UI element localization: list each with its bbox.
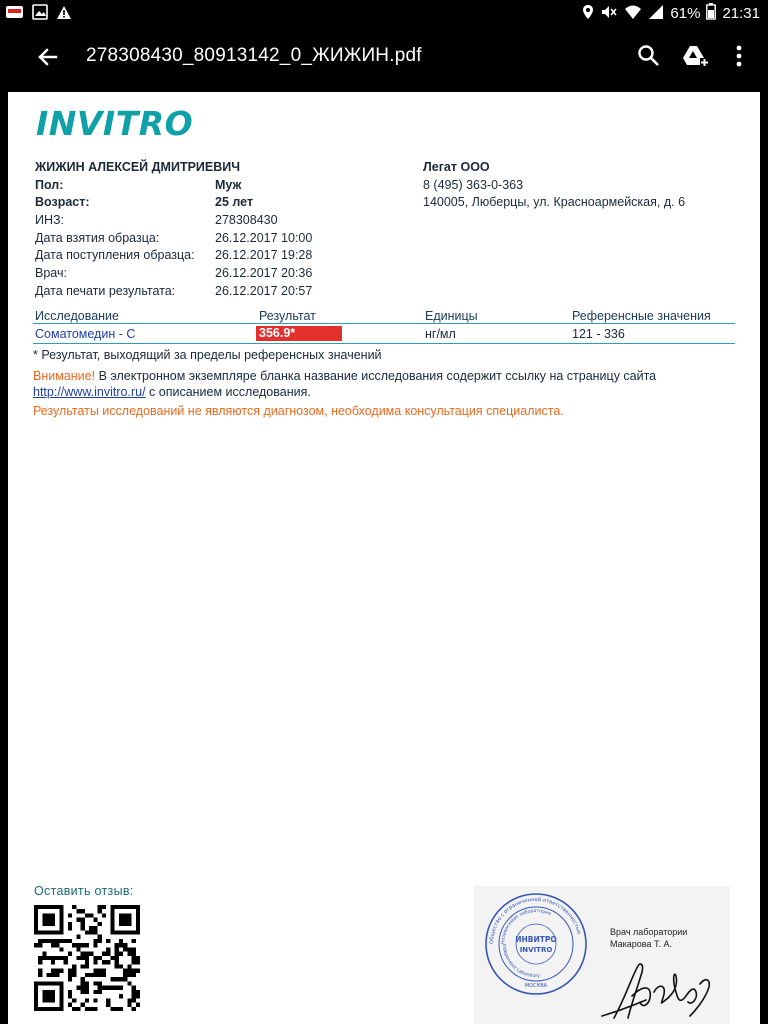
lab-seal xyxy=(484,892,588,996)
column-header-test: Исследование xyxy=(35,309,119,323)
field-label: Дата поступления образца: xyxy=(35,248,195,263)
invitro-site-link[interactable]: http://www.invitro.ru/ xyxy=(33,384,146,399)
attention-text: В электронном экземпляре бланка название исследования содержит ссылку на страницу сайта xyxy=(95,369,657,383)
seal-center-latin: INVITRO xyxy=(519,946,553,954)
seal-bottom-text: Independent Laboratory xyxy=(500,943,541,980)
field-value: 26.12.2017 20:57 xyxy=(215,283,313,298)
result-units: нг/мл xyxy=(425,327,456,341)
field-value: 25 лет xyxy=(215,195,254,210)
pdf-page[interactable] xyxy=(8,92,760,1024)
field-label: Дата взятия образца: xyxy=(35,230,160,245)
invitro-logo: INVITRO xyxy=(36,104,194,143)
column-header-result: Результат xyxy=(259,309,316,323)
seal-city: МОСКВА xyxy=(524,983,548,989)
drive-add-icon[interactable] xyxy=(682,43,708,69)
signal-icon xyxy=(648,4,664,24)
attention-word: Внимание! xyxy=(33,369,96,383)
patient-name: ЖИЖИН АЛЕКСЕЙ ДМИТРИЕВИЧ xyxy=(35,160,241,174)
battery-percent: 61% xyxy=(670,5,701,22)
result-value-flagged: 356.9* xyxy=(256,326,342,341)
document-title: 278308430_80913142_0_ЖИЖИН.pdf xyxy=(86,45,422,66)
seal-inner-text: Независимая лаборатория xyxy=(500,908,552,945)
field-label: Дата печати результата: xyxy=(35,283,176,298)
disclaimer: Результаты исследований не являются диагнозом, необходима консультация специалиста. xyxy=(33,404,564,418)
column-header-reference: Референсные значения xyxy=(572,309,711,323)
patient-values xyxy=(215,177,312,301)
search-icon[interactable] xyxy=(636,43,662,69)
back-arrow-icon[interactable] xyxy=(34,43,62,71)
doctor-name: Макарова Т. А. xyxy=(610,939,672,949)
doctor-signature xyxy=(592,946,726,1024)
field-label: Возраст: xyxy=(35,195,90,210)
field-value: 278308430 xyxy=(215,213,278,228)
doctor-title: Врач лаборатории xyxy=(610,927,688,937)
wifi-icon xyxy=(624,4,642,24)
clock: 21:31 xyxy=(722,5,760,22)
review-label: Оставить отзыв: xyxy=(34,884,134,898)
attention-tail: с описанием исследования. xyxy=(145,384,311,399)
test-name-link[interactable]: Соматомедин - С xyxy=(35,327,136,341)
warning-icon xyxy=(56,5,72,25)
stamp-signature-area xyxy=(474,886,730,1024)
attention-note xyxy=(33,369,733,400)
more-vert-icon[interactable] xyxy=(726,43,752,69)
table-divider xyxy=(33,343,735,344)
reference-range: 121 - 336 xyxy=(572,327,625,341)
field-value: 26.12.2017 19:28 xyxy=(215,248,313,263)
image-notification-icon xyxy=(32,4,48,25)
seal-center-text: ИНВИТРО xyxy=(515,935,557,944)
app-notification-icon xyxy=(6,5,24,24)
status-bar xyxy=(0,0,768,26)
seal-ring-text: Общество с ограниченной ответственностью xyxy=(488,896,582,945)
patient-block xyxy=(35,159,240,301)
column-header-units: Единицы xyxy=(425,309,478,323)
field-value: 26.12.2017 10:00 xyxy=(215,230,313,245)
qr-code[interactable] xyxy=(34,905,140,1011)
organization-name: Легат ООО xyxy=(423,160,490,174)
organization-block xyxy=(423,159,685,212)
field-label: Врач: xyxy=(35,266,67,281)
location-icon xyxy=(582,4,594,24)
mute-icon xyxy=(600,4,618,24)
field-label: Пол: xyxy=(35,177,64,192)
battery-icon xyxy=(706,3,716,24)
field-value: Муж xyxy=(215,177,242,192)
app-bar xyxy=(0,26,768,88)
footnote: * Результат, выходящий за пределы референсных значений xyxy=(33,348,382,362)
organization-phone: 8 (495) 363-0-363 xyxy=(423,177,524,192)
organization-address: 140005, Люберцы, ул. Красноармейская, д. 6 xyxy=(423,195,686,210)
field-label: ИНЗ: xyxy=(35,213,65,228)
table-divider xyxy=(33,323,735,324)
field-value: 26.12.2017 20:36 xyxy=(215,266,313,281)
